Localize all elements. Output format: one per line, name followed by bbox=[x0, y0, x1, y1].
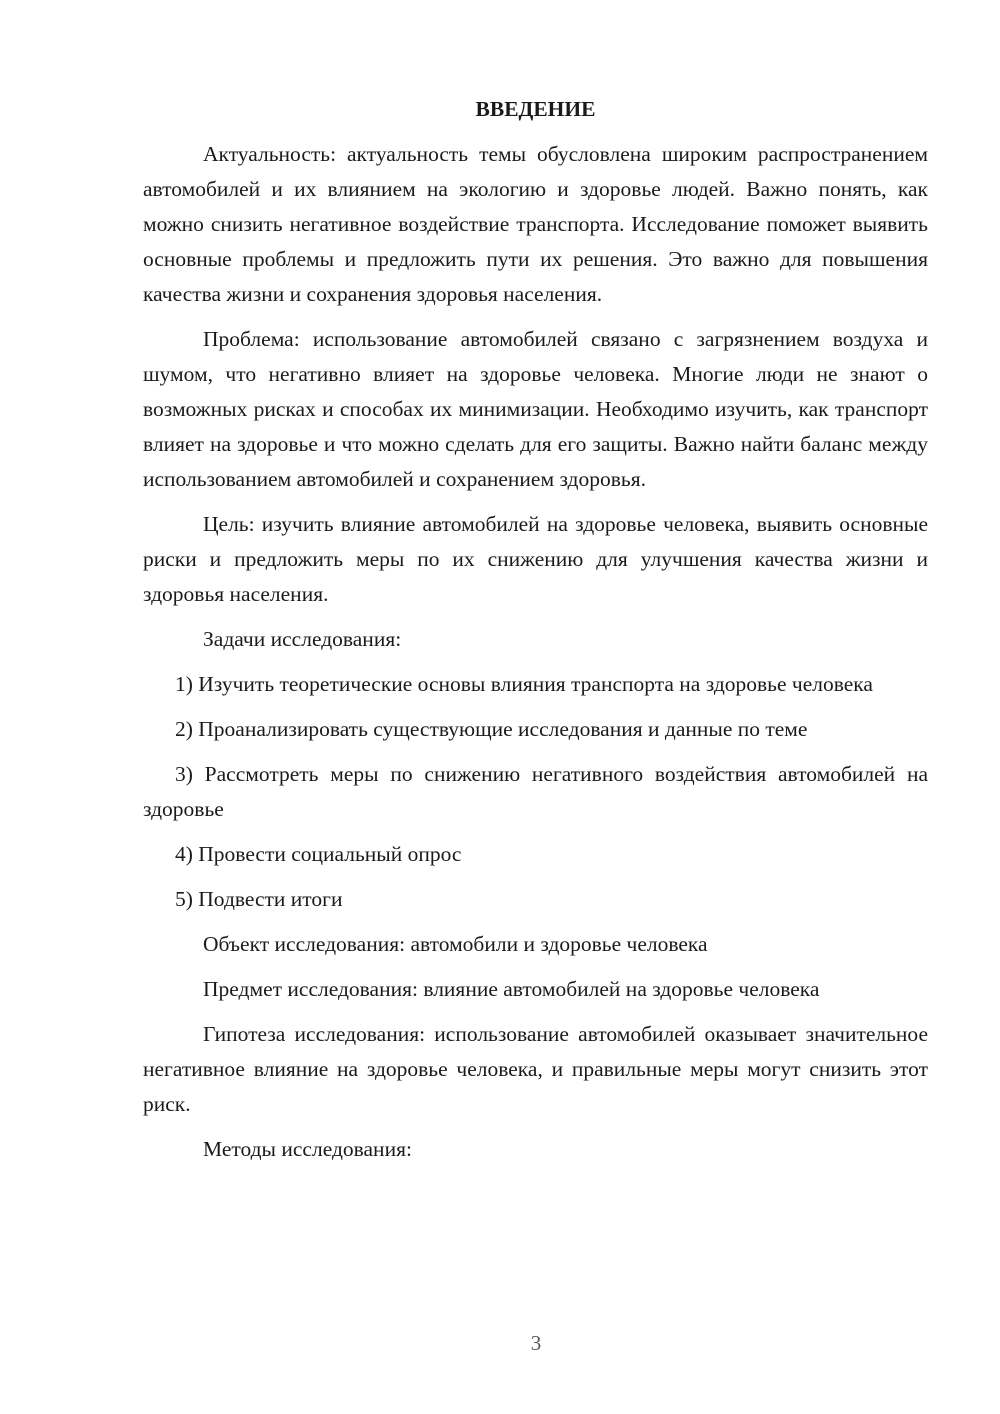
task-item-5: 5) Подвести итоги bbox=[175, 887, 343, 911]
subject-paragraph: Предмет исследования: влияние автомобилей на здоровье человека bbox=[203, 977, 820, 1001]
goal-paragraph: Цель: изучить влияние автомобилей на здоровье человека, выявить основные риски и предложить меры по их снижению для улучшения качества жизни и здоровья населения. bbox=[143, 512, 928, 606]
hypothesis-paragraph: Гипотеза исследования: использование автомобилей оказывает значительное негативное влияние на здоровье человека, и правильные меры могут снизить этот риск. bbox=[143, 1022, 928, 1116]
object-paragraph: Объект исследования: автомобили и здоровье человека bbox=[203, 932, 708, 956]
task-item-2: 2) Проанализировать существующие исследования и данные по теме bbox=[175, 717, 808, 741]
task-item-1: 1) Изучить теоретические основы влияния транспорта на здоровье человека bbox=[175, 672, 873, 696]
problem-paragraph: Проблема: использование автомобилей связано с загрязнением воздуха и шумом, что негативно влияет на здоровье человека. Многие люди не знают о возможных рисках и способах их минимизации. Необходимо изучить, как транспорт влияет на здоровье и что можно сделать для его защиты. Важно найти баланс между использованием автомобилей и сохранением здоровья. bbox=[143, 327, 928, 491]
relevance-paragraph: Актуальность: актуальность темы обусловлена широким распространением автомобилей и их влиянием на экологию и здоровье людей. Важно понять, как можно снизить негативное воздействие транспорта. Исследование поможет выявить основные проблемы и предложить пути их решения. Это важно для повышения качества жизни и сохранения здоровья населения. bbox=[143, 142, 928, 306]
page-number: 3 bbox=[530, 1331, 542, 1355]
tasks-heading: Задачи исследования: bbox=[203, 627, 402, 651]
methods-heading: Методы исследования: bbox=[203, 1137, 412, 1161]
task-item-4: 4) Провести социальный опрос bbox=[175, 842, 462, 866]
page-title: ВВЕДЕНИЕ bbox=[475, 97, 596, 121]
document-page bbox=[143, 92, 928, 1177]
task-item-3: 3) Рассмотреть меры по снижению негативного воздействия автомобилей на здоровье bbox=[143, 762, 928, 821]
